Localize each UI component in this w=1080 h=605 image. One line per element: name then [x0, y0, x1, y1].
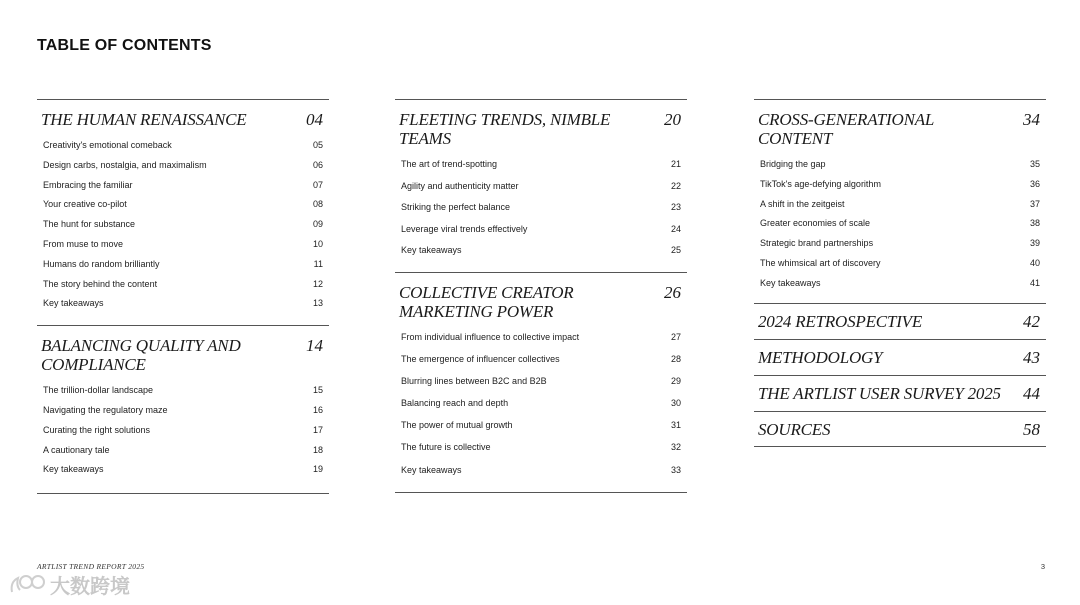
- toc-entry-label: Creativity's emotional comeback: [43, 140, 172, 150]
- section-title[interactable]: THE HUMAN RENAISSANCE: [41, 110, 247, 129]
- toc-entry-page: 25: [670, 245, 681, 255]
- toc-entry-label: Key takeaways: [43, 298, 104, 309]
- section-title[interactable]: BALANCING QUALITY AND COMPLIANCE: [41, 336, 241, 375]
- toc-entry-page: 32: [670, 442, 681, 453]
- toc-entry-label: Design carbs, nostalgia, and maximalism: [43, 159, 207, 170]
- toc-entry-label: The power of mutual growth: [401, 420, 513, 431]
- toc-section-simple: [754, 375, 1046, 411]
- toc-entry[interactable]: [754, 198, 1046, 218]
- toc-entry-label: The story behind the content: [43, 278, 158, 289]
- toc-entry[interactable]: [754, 277, 1046, 297]
- toc-entry[interactable]: [37, 179, 329, 199]
- toc-entry[interactable]: [395, 441, 687, 463]
- toc-entry-label: Curating the right solutions: [43, 424, 151, 435]
- page-title: TABLE OF CONTENTS: [37, 37, 212, 54]
- toc-entry-label: Navigating the regulatory maze: [43, 404, 168, 415]
- section-title[interactable]: 2024 RETROSPECTIVE: [758, 311, 923, 331]
- toc-entry-page: 15: [312, 385, 323, 396]
- toc-entry[interactable]: [395, 244, 687, 266]
- toc-entry[interactable]: [395, 397, 687, 419]
- watermark-logo-icon: [8, 572, 46, 598]
- section-title[interactable]: THE ARTLIST USER SURVEY 2025: [758, 383, 1001, 403]
- toc-entry[interactable]: [395, 180, 687, 202]
- watermark-text: 大数跨境: [50, 574, 130, 598]
- toc-entry[interactable]: [395, 419, 687, 441]
- toc-entry-label: Humans do random brilliantly: [43, 258, 160, 269]
- toc-entry[interactable]: [754, 257, 1046, 277]
- section-page-number: 44: [1023, 383, 1040, 403]
- toc-entry-label: Embracing the familiar: [43, 179, 133, 190]
- toc-entry-label: The future is collective: [401, 442, 491, 453]
- toc-entry[interactable]: [37, 198, 329, 218]
- toc-entry-page: 40: [1029, 257, 1040, 268]
- toc-entry-label: Greater economies of scale: [760, 218, 871, 229]
- toc-entry-label: The whimsical art of discovery: [760, 257, 881, 268]
- toc-entry[interactable]: [37, 384, 329, 404]
- toc-entry[interactable]: [37, 159, 329, 179]
- toc-entry-label: The trillion-dollar landscape: [43, 385, 154, 396]
- toc-entry[interactable]: [395, 331, 687, 353]
- toc-entry-label: A shift in the zeitgeist: [760, 198, 845, 209]
- toc-entry[interactable]: [37, 278, 329, 298]
- section-page-number: 26: [664, 282, 681, 302]
- toc-section-simple: [754, 303, 1046, 339]
- toc-entry[interactable]: [754, 217, 1046, 237]
- toc-entry-page: 31: [670, 420, 681, 431]
- toc-entry[interactable]: [754, 158, 1046, 178]
- toc-column-3: [754, 99, 1046, 447]
- toc-entry-label: Key takeaways: [43, 464, 104, 475]
- toc-entry[interactable]: [37, 463, 329, 483]
- toc-entry-page: 28: [670, 353, 681, 364]
- toc-section: [37, 99, 329, 325]
- toc-entry-page: 11: [313, 258, 323, 269]
- toc-entry-page: 33: [670, 464, 681, 475]
- toc-entry-label: Balancing reach and depth: [401, 398, 509, 409]
- toc-entry-page: 29: [670, 375, 681, 386]
- toc-entry-label: Striking the perfect balance: [401, 202, 511, 212]
- toc-entry-label: TikTok's age-defying algorithm: [760, 178, 881, 189]
- toc-section: [754, 99, 1046, 303]
- footer-report-title: ARTLIST TREND REPORT 2025: [37, 562, 145, 571]
- toc-entry-page: 16: [312, 404, 323, 415]
- toc-entry[interactable]: [37, 424, 329, 444]
- section-page-number: 20: [664, 110, 681, 129]
- section-page-number: 58: [1023, 419, 1040, 439]
- toc-entry-page: 36: [1029, 178, 1040, 189]
- toc-entry-label: Your creative co-pilot: [43, 199, 127, 210]
- toc-entry[interactable]: [754, 178, 1046, 198]
- toc-entry-label: From muse to move: [43, 238, 124, 249]
- section-title[interactable]: CROSS-GENERATIONAL CONTENT: [758, 110, 934, 148]
- toc-entry-label: Key takeaways: [401, 464, 462, 475]
- toc-entry[interactable]: [37, 218, 329, 238]
- toc-section: [37, 325, 329, 494]
- toc-entry-page: 24: [670, 223, 681, 234]
- toc-section-simple: [754, 411, 1046, 447]
- toc-entry[interactable]: [37, 139, 329, 159]
- toc-entry[interactable]: [395, 158, 687, 180]
- toc-section: [395, 272, 687, 493]
- section-page-number: 14: [306, 336, 323, 356]
- toc-entry-label: Key takeaways: [401, 245, 462, 255]
- toc-entry-page: 10: [312, 238, 323, 249]
- section-page-number: 34: [1023, 110, 1040, 129]
- toc-entry-page: 39: [1029, 238, 1040, 249]
- section-title[interactable]: METHODOLOGY: [758, 347, 883, 367]
- toc-entry-label: The art of trend-spotting: [401, 159, 498, 169]
- toc-entry-page: 22: [670, 180, 681, 191]
- toc-entry-page: 19: [312, 464, 323, 475]
- toc-entry-page: 30: [670, 398, 681, 409]
- toc-entry-label: Strategic brand partnerships: [760, 238, 874, 249]
- toc-column-1: [37, 99, 329, 494]
- toc-entry[interactable]: [37, 404, 329, 424]
- toc-entry-page: 08: [312, 199, 323, 210]
- section-page-number: 43: [1023, 347, 1040, 367]
- footer-page-number: 3: [1040, 562, 1045, 571]
- toc-entry-page: 38: [1029, 218, 1040, 229]
- toc-entry-page: 13: [312, 298, 323, 309]
- toc-entry[interactable]: [37, 258, 329, 278]
- toc-entry-page: 17: [312, 424, 323, 435]
- toc-entry-page: 27: [670, 331, 681, 342]
- toc-section-simple: [754, 339, 1046, 375]
- toc-entry-label: The hunt for substance: [43, 219, 136, 230]
- toc-entry-label: From individual influence to collective impact: [401, 331, 580, 342]
- section-page-number: 42: [1023, 311, 1040, 331]
- toc-entry-page: 18: [312, 444, 323, 455]
- toc-entry-label: Agility and authenticity matter: [401, 180, 519, 191]
- toc-section: [395, 99, 687, 272]
- section-title[interactable]: FLEETING TRENDS, NIMBLE TEAMS: [399, 110, 611, 148]
- toc-entry-page: 12: [312, 278, 323, 289]
- toc-entry-page: 05: [312, 140, 323, 150]
- toc-column-2: [395, 99, 687, 493]
- toc-entry[interactable]: [395, 223, 687, 245]
- toc-entry[interactable]: [37, 238, 329, 258]
- toc-entry[interactable]: [754, 237, 1046, 257]
- toc-entry-page: 07: [312, 179, 323, 190]
- watermark: [8, 570, 130, 599]
- section-page-number: 04: [306, 110, 323, 129]
- toc-entry-label: Leverage viral trends effectively: [401, 223, 528, 234]
- toc-entry-page: 35: [1029, 159, 1040, 169]
- toc-entry-page: 23: [670, 202, 681, 212]
- toc-entry[interactable]: [395, 353, 687, 375]
- toc-entry[interactable]: [395, 464, 687, 486]
- section-title[interactable]: COLLECTIVE CREATOR MARKETING POWER: [399, 282, 574, 321]
- toc-entry-page: 09: [312, 219, 323, 230]
- toc-entry-label: The emergence of influencer collectives: [401, 353, 560, 364]
- toc-entry-label: A cautionary tale: [43, 444, 110, 455]
- toc-entry-page: 41: [1029, 277, 1040, 288]
- toc-entry-page: 37: [1029, 198, 1040, 209]
- toc-entry-page: 06: [312, 159, 323, 170]
- toc-entry[interactable]: [395, 375, 687, 397]
- toc-entry-page: 21: [670, 159, 681, 169]
- toc-entry[interactable]: [37, 297, 329, 317]
- toc-entry[interactable]: [37, 444, 329, 464]
- toc-entry-label: Bridging the gap: [760, 159, 826, 169]
- section-title[interactable]: SOURCES: [758, 419, 831, 439]
- toc-entry-label: Blurring lines between B2C and B2B: [401, 375, 547, 386]
- toc-entry[interactable]: [395, 201, 687, 223]
- toc-entry-label: Key takeaways: [760, 277, 821, 288]
